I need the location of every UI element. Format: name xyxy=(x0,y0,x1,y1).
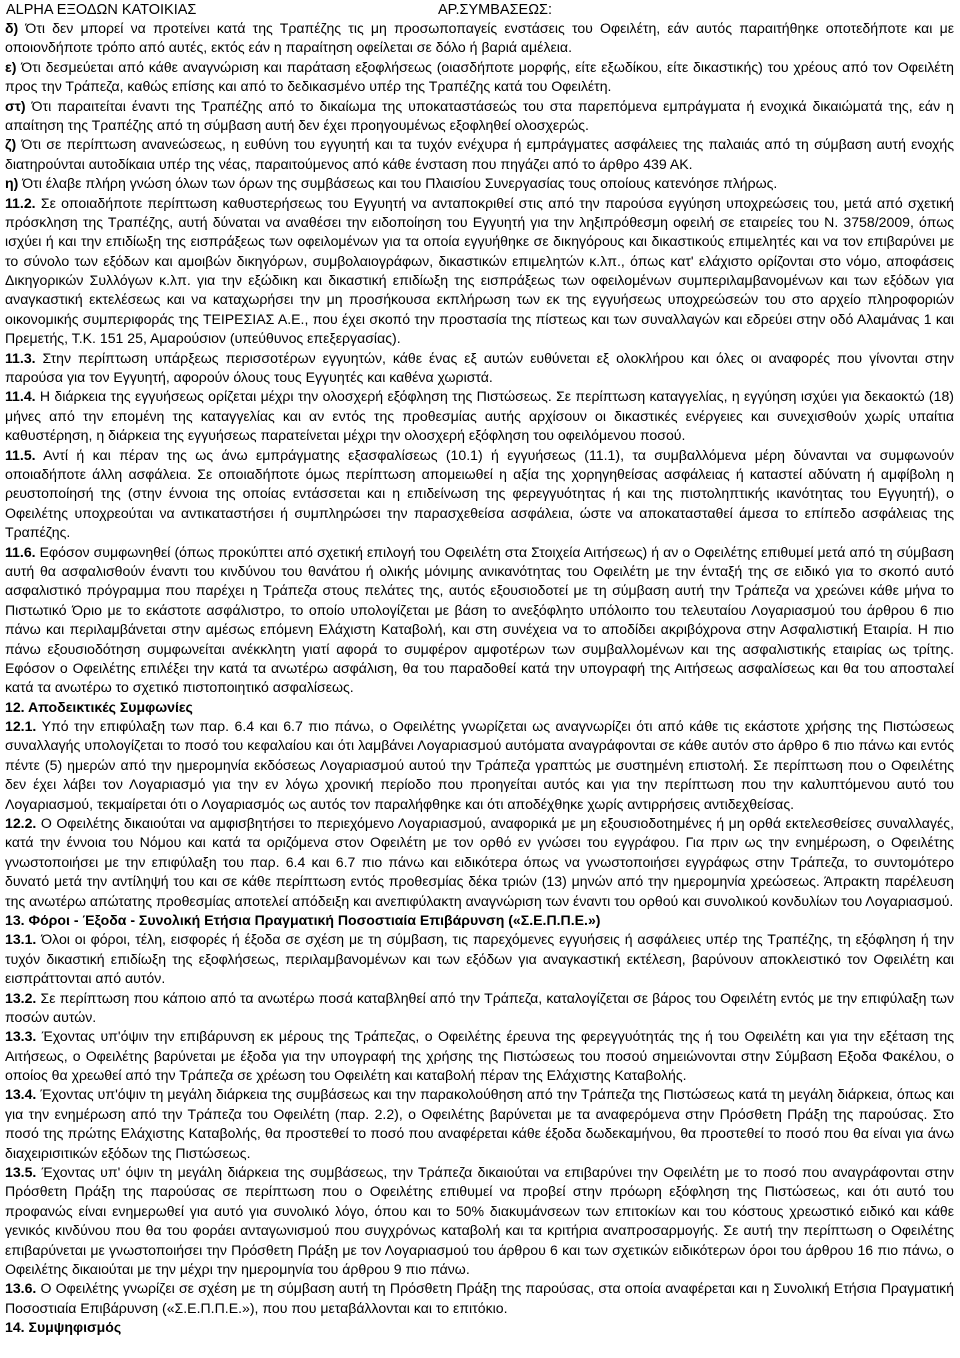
clause-number: 11.2. xyxy=(5,194,36,211)
clause-number: 13.2. xyxy=(5,989,37,1006)
header-product-name: ALPHA ΕΞΟΔΩΝ ΚΑΤΟΙΚΙΑΣ xyxy=(6,2,197,18)
clause-paragraph xyxy=(5,387,954,445)
clause-number: η) xyxy=(5,175,19,192)
clause-number: 11.3. xyxy=(5,349,36,366)
clause-number: 12.1. xyxy=(5,718,37,735)
clause-paragraph xyxy=(5,97,954,136)
clause-number: στ) xyxy=(5,97,26,114)
clause-paragraph xyxy=(5,698,954,717)
clause-text: Υπό την επιφύλαξη των παρ. 6.4 και 6.7 πιο πάνω, ο Οφειλέτης γνωρίζεται ως αναγνωρίζει ότι από κάθε τις εκάστοτε χρήσης της Πιστώσεως συναλλαγής υπολογίζεται το ποσό του κεφαλαίου και ότι λαμβάνει Λογαριασμού αυτόματα αναγράφονται σε κάθε αυτόν στο άρθρο 6 πιο πάνω και εντός πέντε (5) ημερών από την ημερομηνία εκδόσεως Λογαριασμού αυτού την Τράπεζα γραπτώς με συστημένη επιστολή. Σε περίπτωση που ο Οφειλέτης δεν έχει λάβει τον Λογαριασμό για την εν λόγω χρονική περίοδο που προηγείται αυτός και για την περίπτωση που την καλυπτόμενου αυτό του Λογαριασμού, τεκμαίρεται ότι ο Λογαριασμός ως αυτός τον παραλήφθηκε και ότι αποδέχθηκε χωρίς αντιρρήσεις αντιδεχθείσας. xyxy=(5,718,954,812)
clause-text: Ότι παραιτείται έναντι της Τραπέζης από το δικαίωμα της υποκαταστάσεώς του στα παρεπόμενα εμπράγματα ή ενοχικά δικαιώματά της, εάν η απαίτηση της Τραπέζης από τη σύμβαση αυτή δεν έχει προηγουμένως εξοφληθεί ολοσχερώς. xyxy=(5,97,954,133)
clause-number: 13.3. xyxy=(5,1028,37,1045)
document-body xyxy=(5,19,954,1338)
clause-number: 11.5. xyxy=(5,446,36,463)
clause-number: 12.2. xyxy=(5,815,37,832)
clause-paragraph xyxy=(5,543,954,698)
clause-number: 12. Αποδεικτικές Συμφωνίες xyxy=(5,698,193,715)
page-header xyxy=(5,1,954,19)
clause-paragraph xyxy=(5,58,954,97)
clause-paragraph xyxy=(5,930,954,988)
clause-text: Αντί ή και πέραν της ως άνω εμπράγματης εξασφαλίσεως (10.1) ή εγγυήσεως (11.1), τα συμβαλλόμενα μέρη δύνανται να συμφωνούν οποιαδήποτε άλλη ασφάλεια. Σε οποιαδήποτε όμως περίπτωση απομειωθεί η αξία της χορηγηθείσας ασφάλειας ή καταστεί αδύνατη ή αμφίβολη η ρευστοποίησή της (στην έννοια της οποίας εντάσσεται και η επιδείνωση της φερεγγυότητας ή και της πιστοληπτικής ικανότητας του Εγγυητή), ο Οφειλέτης υποχρεούται να αντικαταστήσει ή συμπληρώσει την παρασχεθείσα ασφάλεια, ώστε να αποκατασταθεί άμεσα το επίπεδο ασφάλειας της Τραπέζης. xyxy=(5,446,954,541)
document-page xyxy=(5,1,954,1338)
clause-paragraph xyxy=(5,135,954,174)
clause-number: 11.6. xyxy=(5,543,36,560)
clause-text: Σε οποιαδήποτε περίπτωση καθυστερήσεως του Εγγυητή να ανταποκριθεί στις από την παρούσα εγγύηση υποχρεώσεις του, μετά από σχετική πρόσκληση της Τραπέζης, αυτή δύναται να αναθέσει την ειδοποίηση του Εγγυητή για την ληξιπρόθεσμη οφειλή σε εταιρείες του Ν. 3758/2009, όπως ισχύει ή και την επιδίωξη της εισπράξεως των οφειλομένων για τα οποία εγγυήθηκε σε δικηγόρους και δικαστικούς επιμελητές και να τον επιβαρύνει με το σύνολο των εξόδων και αμοιβών δικηγόρων, συμβολαιογράφων, δικαστικών επιμελητών κ.λπ., όπως κατ' ελάχιστο ορίζονται στο νόμο, αποφάσεις Δικηγορικών Συλλόγων κ.λπ. για την εξώδικη και δικαστική επιδίωξη της εισπράξεως των οφειλομένων συμπεριλαμβανομένων και των εξόδων για αναγκαστική εκτελέσεως και να καταχωρήσει την μη προσήκουσα εκπλήρωση των εκ της εγγυήσεως υποχρεώσεών του στο αρχείο πληροφοριών οικονομικής συμπεριφοράς της ΤΕΙΡΕΣΙΑΣ Α.Ε., που έχει σκοπό την προστασία της πίστεως και των συναλλαγών και εδρεύει στην οδό Αλαμάνας 1 και Πρεμετής, Τ.Κ. 151 25, Αμαρούσιον (υπεύθυνος επεξεργασίας). xyxy=(5,194,954,347)
clause-text: Ότι σε περίπτωση ανανεώσεως, η ευθύνη του εγγυητή και τα τυχόν ενέχυρα ή εμπράγματες ασφάλειες της παλαιάς από τη σύμβαση αυτή ενοχής διατηρούνται αυτοδίκαια υπέρ της νέας, παραιτούμενος από κάθε ένσταση που πηγάζει από το άρθρο 439 ΑΚ. xyxy=(5,136,954,172)
clause-paragraph xyxy=(5,989,954,1028)
clause-paragraph xyxy=(5,1027,954,1085)
clause-text: Όλοι οι φόροι, τέλη, εισφορές ή έξοδα σε σχέση με τη σύμβαση, τις παρεχόμενες εγγυήσεις ή ασφάλειες υπέρ της Τραπέζης, τη εξόφληση ή την τυχόν δικαστική επιδίωξη της εξοφλήσεως, περιλαμβανομένων και των εξόδων για αναγκαστική εκτέλεση, βαρύνουν αποκλειστικό τον Οφειλέτη και εισπράττονται από αυτόν. xyxy=(5,931,954,987)
clause-number: 13. Φόροι - Έξοδα - Συνολική Ετήσια Πραγματική Ποσοστιαία Επιβάρυνση («Σ.Ε.Π.Π.Ε.») xyxy=(5,911,601,928)
clause-paragraph xyxy=(5,717,954,814)
clause-number: 11.4. xyxy=(5,388,36,405)
clause-paragraph xyxy=(5,1318,954,1337)
clause-text: Έχοντας υπ'όψιν την επιβάρυνση εκ μέρους της Τράπεζας, ο Οφειλέτης έρευνα της φερεγγυότητάς της ή του Οφειλέτη και για την εξέταση της Αιτήσεως, ο Οφειλέτης βαρύνεται με έξοδα για την υπογραφή της χρήσης της Πιστώσεως του ποσού σημειώνονται στην Σύμβαση Εξοδα Φακέλου, ο οποίος θα χρεωθεί από την Τράπεζα σε χρέωση του Οφειλέτη και καταβολή πέραν της Ελάχιστης Καταβολής. xyxy=(5,1028,954,1084)
header-contract-number-label: ΑΡ.ΣΥΜΒΑΣΕΩΣ: xyxy=(438,2,553,18)
clause-text: Έχοντας υπ'όψιν τη μεγάλη διάρκεια της συμβάσεως και την παρακολούθηση από την Τράπεζα της Πιστώσεως κατά τη μεγάλη διάρκεια, όπως και για την ενημέρωση από την Τράπεζα του Οφειλέτη (παρ. 2.2), ο Οφειλέτης βαρύνεται με τα αναφερόμενα στην Πρόσθετη Πράξη της παρούσας. Στο ποσό της πρώτης Ελάχιστης Καταβολής, θα προστεθεί το ποσό που αναφέρεται κάθε έξοδα δωδεκαμήνου, θα προστεθεί το ποσό που θα είναι για άνω διαχειρισιτικών εξόδων της Πιστώσεως. xyxy=(5,1086,954,1161)
clause-text: Σε περίπτωση που κάποιο από τα ανωτέρω ποσά καταβληθεί από την Τράπεζα, καταλογίζεται σε βάρος του Οφειλέτη εντός με την επιφύλαξη των ποσών αυτών. xyxy=(5,989,954,1025)
clause-paragraph xyxy=(5,194,954,349)
clause-text: Έχοντας υπ' όψιν τη μεγάλη διάρκεια της συμβάσεως, την Τράπεζα δικαιούται να επιβαρύνει την Οφειλέτη με το ποσό που αναγράφονται στην Πρόσθετη Πράξη της παρούσας σε περίπτωση που ο Οφειλέτης επιθυμεί να προβεί στην πρόωρη εξόφληση της Πιστώσεως, και ότι αυτό του προφανώς είναι ενημερωθεί για αυτό για συνολικό λόγο, όπου και το 50% διακυμάνσεων των επιτοκίων και του κόστους χρεωστικό ειδικό και κάθε γενικός κινδύνου που θα του φοράει ανταγωνισμού που συγχρόνως καταβολή και τα κριτήρια αναπροσαρμογής. Σε αυτή την περίπτωση ο Οφειλέτης επιβαρύνεται με γνωστοποιήσει την Πρόσθετη Πράξη με τον Λογαριασμού του άρθρου 6 και των σχετικών ειδικότερων όροι του άρθρου 16 πιο πάνω, ο Οφειλέτης δικαιούται με την μέχρι την ημερομηνία του άρθρου 9 πιο πάνω. xyxy=(5,1164,954,1277)
clause-text: Εφόσον συμφωνηθεί (όπως προκύπτει από σχετική επιλογή του Οφειλέτη στα Στοιχεία Αιτήσεως) ή αν ο Οφειλέτης επιθυμεί μετά από τη σύμβαση αυτή θα ασφαλισθούν έναντι του κινδύνου του θανάτου ή ολικής μόνιμης ανικανότητας του Οφειλέτη με την ένταξή της σε ειδικό για το σκοπό αυτό ασφαλιστικό πρόγραμμα που παρέχει η Τράπεζα στους πελάτες της, αυτός εξουσιοδοτεί με τη σύμβαση αυτή την Τράπεζα να χρεώνει κάθε μήνα το Πιστωτικό Όριο με το εκάστοτε ασφάλιστρο, το οποίο υπολογίζεται με βάση το ανεξόφλητο υπόλοιπο του τελευταίου Λογαριασμού του άρθρου 6 πιο πάνω και περιλαμβάνεται στην αμέσως επόμενη Ελάχιστη Καταβολή, και στη συνέχεια να το αποδίδει ακριβόχρονα στην Ασφαλιστική Εταιρία. Η πιο πάνω εξουσιοδότηση συμφωνείται ανέκκλητη γιατί αφορά το συμφέρον αμφοτέρων των συμβαλλομένων και της ασφαλιστικής εταιρίας ως τρίτης. Εφόσον ο Οφειλέτης επιλέξει την κατά τα ανωτέρω ασφάλιση, θα του παραδοθεί κατά την υπογραφή της Αιτήσεως ασφαλίσεως και θα του αποσταλεί κατά τα ανωτέρω το σχετικό πιστοποιητικό ασφαλίσεως. xyxy=(5,543,954,696)
clause-number: 14. Συμψηφισμός xyxy=(5,1319,122,1336)
clause-number: 13.4. xyxy=(5,1086,37,1103)
clause-text: Ο Οφειλέτης δικαιούται να αμφισβητήσει το περιεχόμενο Λογαριασμού, αναφορικά με μη εξουσιοδοτημένες ή μη ορθά εκτελεσθείσες συναλλαγές, κατά την έννοια του Νόμου και κατά τα οριζόμενα στον Οφειλέτη με τον ορθό εν γνώσει του εγγράφου. Για πριν ως την ενημέρωση, ο Οφειλέτης γνωστοποιήσει με την επιφύλαξη του παρ. 6.4 και 6.7 πιο πάνω και ειδικότερα όπως να γνωστοποιήσει εγγράφως στην Τράπεζα, το συντομότερο δυνατό μετά την αντίληψή του και σε κάθε περίπτωση εντός προθεσμίας δέκα τριών (13) μηνών από την ημερομηνία χρεώσεως. Άπρακτη παρέλευση της ανωτέρω απώτατης προθεσμίας αποτελεί απόδειξη και ανεπιφύλακτη αναγνώριση των έναντι του ορθού και συνολικού κονδυλίων του Λογαριασμού. xyxy=(5,815,954,909)
clause-number: 13.6. xyxy=(5,1280,37,1297)
clause-number: ε) xyxy=(5,58,17,75)
clause-text: Στην περίπτωση υπάρξεως περισσοτέρων εγγυητών, κάθε ένας εξ αυτών ευθύνεται εξ ολοκλήρου και όλες οι αναφορές που γίνονται στην παρούσα για τον Εγγυητή, αφορούν όλους τους Εγγυητές και καθένα χωριστά. xyxy=(5,349,954,386)
clause-text: Ότι έλαβε πλήρη γνώση όλων των όρων της συμβάσεως και του Πλαισίου Συνεργασίας τους οποίους κατενόησε πλήρως. xyxy=(18,175,778,192)
clause-number: 13.5. xyxy=(5,1164,37,1181)
clause-paragraph xyxy=(5,446,954,543)
clause-paragraph xyxy=(5,814,954,911)
clause-paragraph xyxy=(5,911,954,930)
clause-paragraph xyxy=(5,349,954,388)
clause-paragraph xyxy=(5,174,954,193)
clause-number: ζ) xyxy=(5,136,17,153)
clause-paragraph xyxy=(5,1085,954,1163)
clause-text: Ότι δεν μπορεί να προτείνει κατά της Τραπέζης τις μη προσωποπαγείς ενστάσεις του Οφειλέτη, εάν αυτός παραιτήθηκε οποτεδήποτε και με οποιονδήποτε τρόπο από αυτές, εκτός εάν η παραίτηση οφείλεται σε δόλο ή βαριά αμέλεια. xyxy=(5,20,954,56)
clause-paragraph xyxy=(5,1279,954,1318)
clause-paragraph xyxy=(5,19,954,58)
clause-paragraph xyxy=(5,1163,954,1279)
clause-number: δ) xyxy=(5,20,19,36)
clause-text: Η διάρκεια της εγγυήσεως ορίζεται μέχρι την ολοσχερή εξόφληση της Πιστώσεως. Σε περίπτωση καταγγελίας, η εγγύηση ισχύει για δεκαοκτώ (18) μήνες από την επομένη της καταγγελίας και αν εντός της προθεσμίας αυτής αρχίσουν οι δικαστικές ενέργειες και συνεχισθούν χωρίς υπαίτια καθυστέρηση, η διάρκεια της εγγυήσεως παρατείνεται μέχρι την ολοσχερή εξόφληση του οφειλόμενου ποσού. xyxy=(5,388,954,444)
clause-number: 13.1. xyxy=(5,931,37,948)
clause-text: Ότι δεσμεύεται από κάθε αναγνώριση και παράταση εξοφλήσεως (οιασδήποτε μορφής, είτε εξωδίκου, είτε δικαστικής) του χρέους από τον Οφειλέτη προς την Τράπεζα, καθώς επίσης και από το δεδικασμένο υπέρ της Τραπέζης κατά του Οφειλέτη. xyxy=(5,58,954,95)
clause-text: Ο Οφειλέτης γνωρίζει σε σχέση με τη σύμβαση αυτή τη Πρόσθετη Πράξη της παρούσας, στα οποία αναφέρεται και η Συνολική Ετήσια Πραγματική Ποσοστιαία Επιβάρυνση («Σ.Ε.Π.Π.Ε.»), που που μεταβάλλονται και το επιτόκιο. xyxy=(5,1280,954,1316)
